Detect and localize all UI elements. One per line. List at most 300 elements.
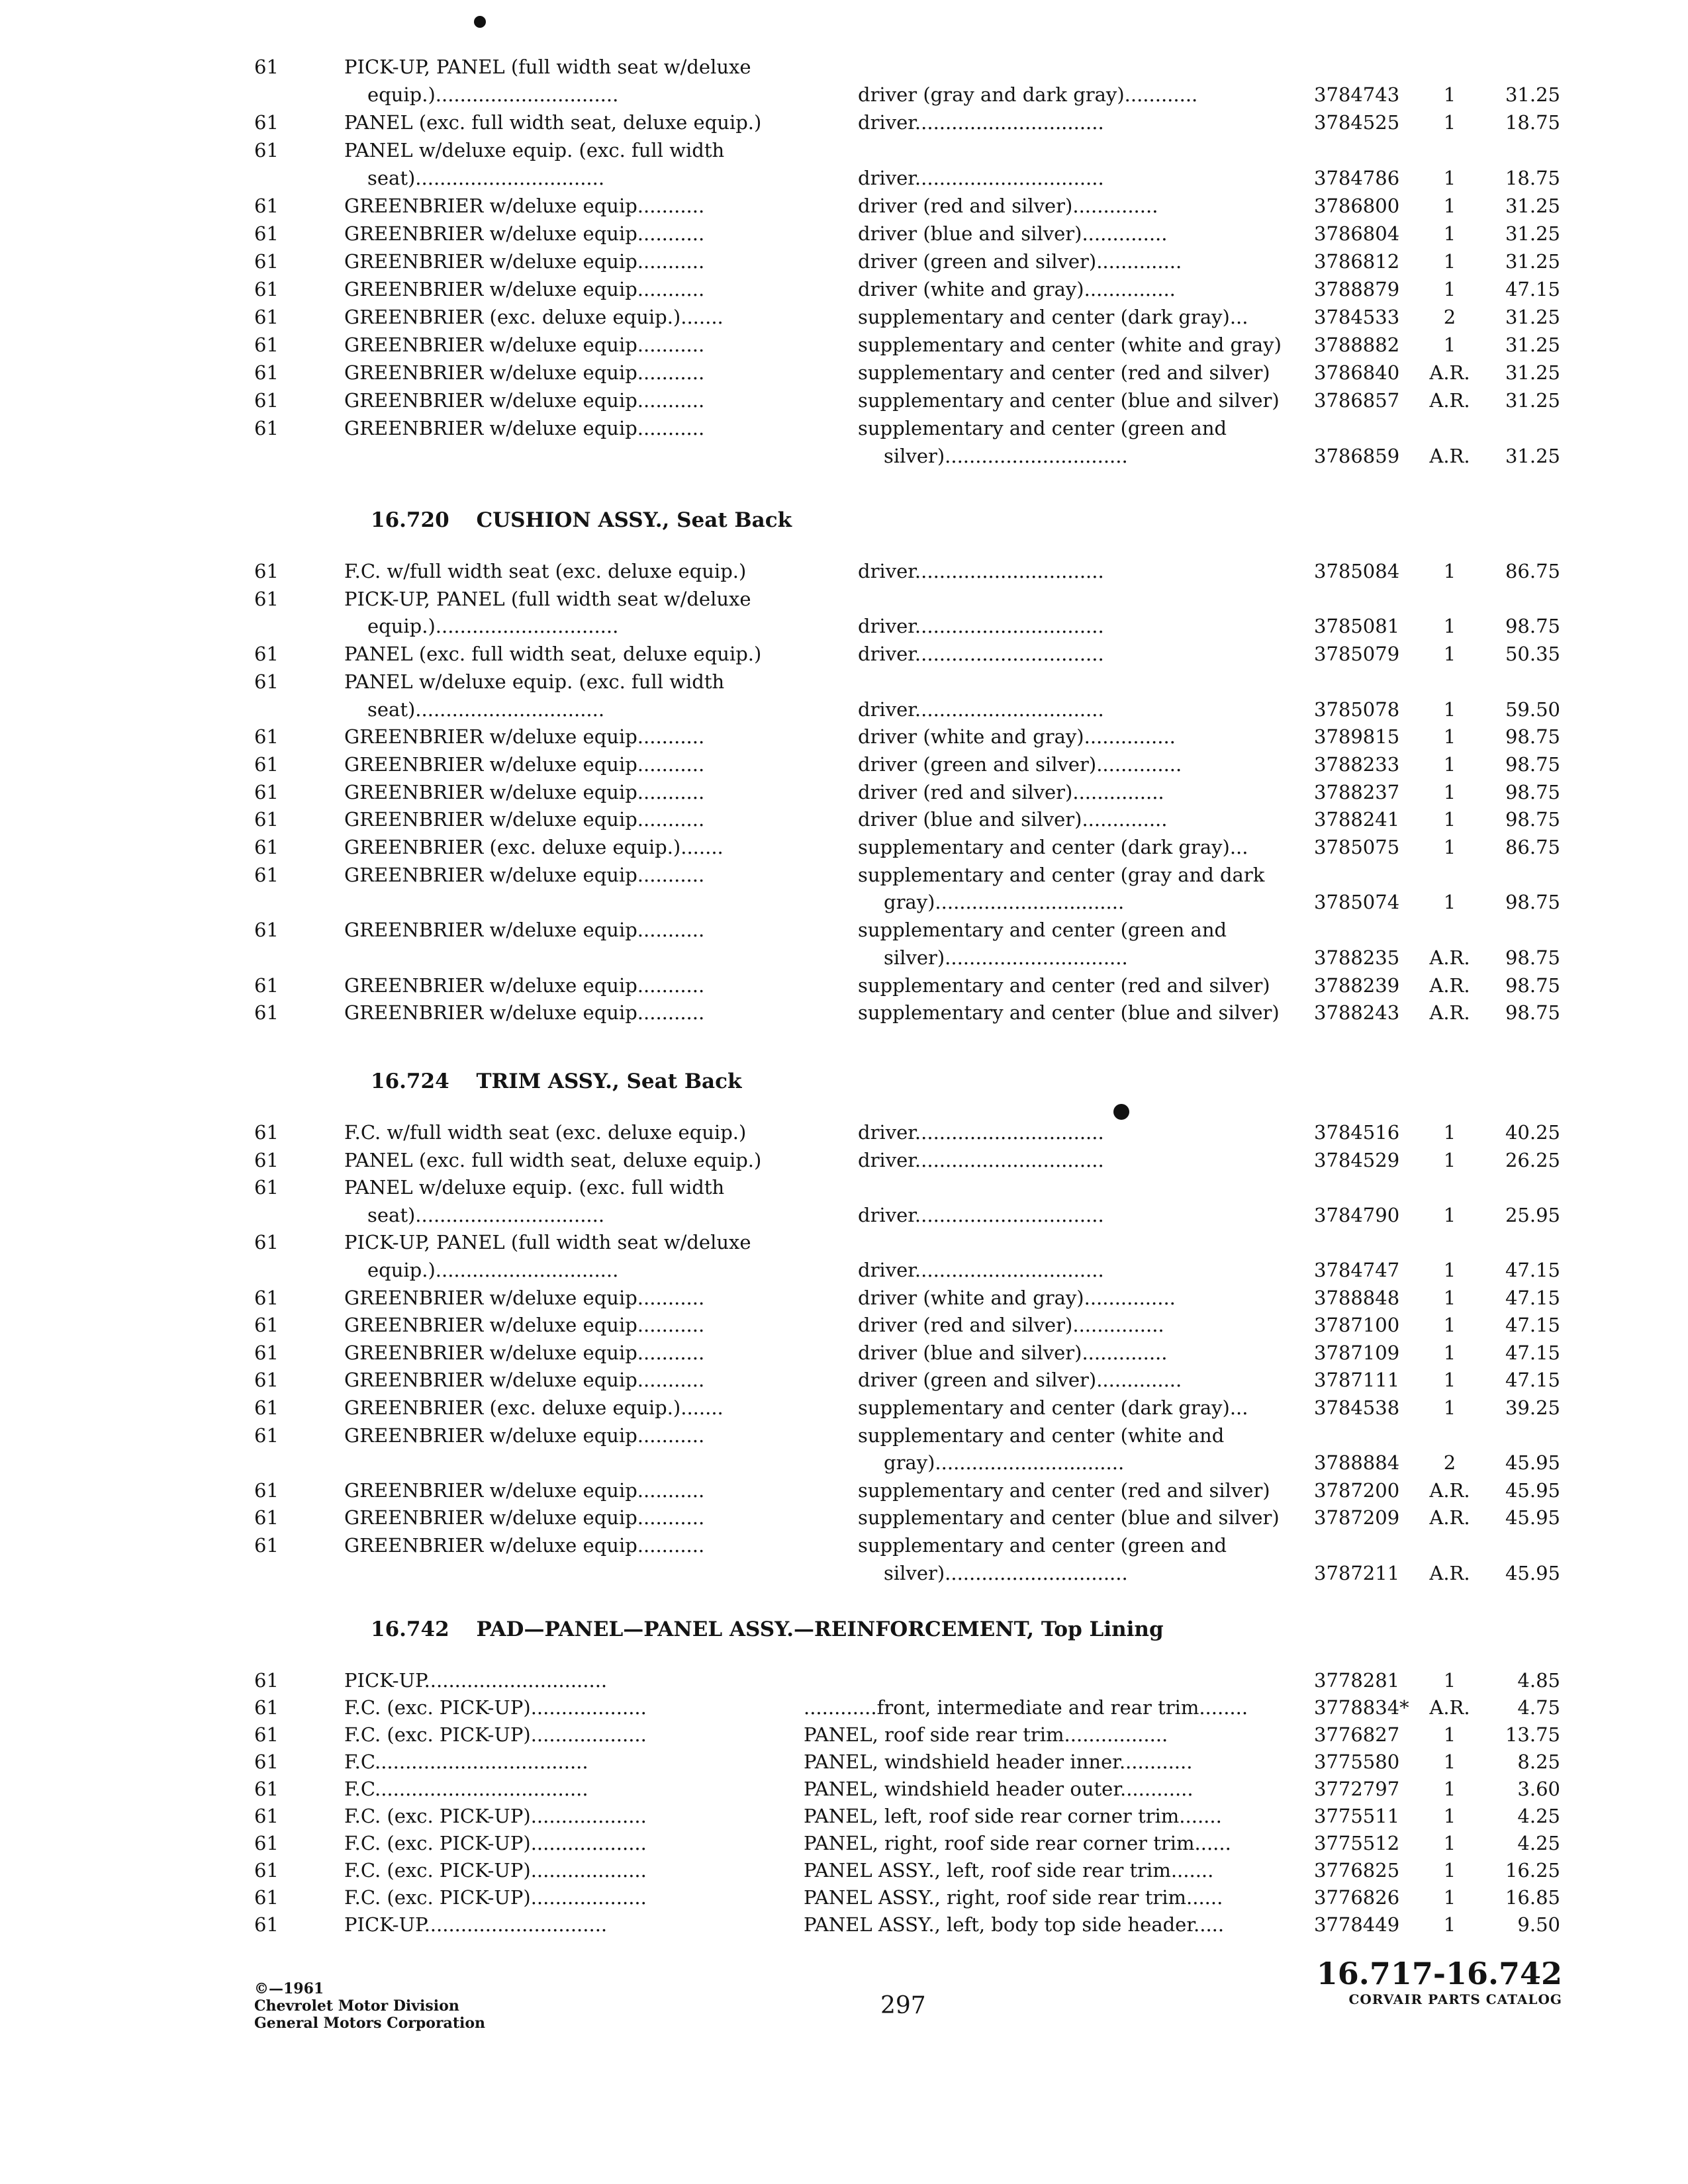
table-row: [0, 1228, 1688, 1256]
part-description: supplementary and center (green and: [858, 1534, 1227, 1557]
model-year: 61: [254, 1424, 279, 1447]
quantity: 1: [1443, 1286, 1456, 1309]
table-row: [0, 805, 1688, 833]
part-number: 3787211: [1314, 1561, 1400, 1584]
model-description: F.C. w/full width seat (exc. deluxe equip.): [344, 560, 747, 582]
part-number: 3788882: [1314, 334, 1400, 356]
table-row: [0, 751, 1688, 778]
part-description: driver...............................: [858, 1121, 1104, 1144]
model-year: 61: [254, 1176, 279, 1199]
model-year: 61: [254, 587, 279, 610]
part-description: PANEL, windshield header outer............: [804, 1778, 1194, 1800]
price: 18.75: [1505, 111, 1560, 134]
model-year: 61: [254, 1805, 279, 1827]
publisher-block: [254, 1980, 485, 2032]
part-description: ............front, intermediate and rear trim........: [804, 1696, 1248, 1719]
model-year: 61: [254, 222, 279, 245]
model-description: GREENBRIER w/deluxe equip...........: [344, 1369, 705, 1392]
model-description: PICK-UP..............................: [344, 1913, 608, 1936]
model-year: 61: [254, 1696, 279, 1719]
part-description: supplementary and center (blue and silver): [858, 1506, 1280, 1529]
part-description: driver (blue and silver)..............: [858, 1341, 1168, 1364]
table-row: [0, 275, 1688, 303]
quantity: 1: [1443, 1832, 1456, 1854]
part-description: driver...............................: [858, 615, 1104, 638]
quantity: 1: [1443, 1723, 1456, 1746]
table-row: [0, 359, 1688, 387]
model-year: 61: [254, 250, 279, 273]
quantity: A.R.: [1429, 361, 1470, 384]
part-number: 3778449: [1314, 1913, 1400, 1936]
quantity: A.R.: [1429, 946, 1470, 969]
model-description: PANEL (exc. full width seat, deluxe equip.): [344, 643, 762, 666]
price: 26.25: [1505, 1148, 1560, 1171]
section-title: CUSHION ASSY., Seat Back: [476, 508, 792, 532]
part-description: supplementary and center (green and: [858, 919, 1227, 942]
part-number: 3787200: [1314, 1479, 1400, 1502]
table-row: [0, 1531, 1688, 1559]
copyright-line: ©—1961: [254, 1980, 324, 1997]
price: 18.75: [1505, 167, 1560, 189]
price: 86.75: [1505, 836, 1560, 858]
model-description: F.C. (exc. PICK-UP)...................: [344, 1805, 647, 1827]
part-description: supplementary and center (blue and silver): [858, 389, 1280, 412]
table-row: [0, 387, 1688, 414]
price: 47.15: [1505, 1341, 1560, 1364]
table-row: [0, 53, 1688, 81]
part-description: supplementary and center (gray and dark: [858, 863, 1265, 886]
part-description: gray)...............................: [884, 891, 1125, 914]
model-year: 61: [254, 752, 279, 776]
part-description: PANEL, windshield header inner............: [804, 1751, 1193, 1773]
quantity: 1: [1443, 808, 1456, 831]
price: 31.25: [1505, 83, 1560, 106]
model-description: PANEL (exc. full width seat, deluxe equip.): [344, 111, 762, 134]
page-number: 297: [880, 1992, 926, 2019]
price: 39.25: [1505, 1396, 1560, 1419]
table-row: [0, 109, 1688, 136]
quantity: 1: [1443, 615, 1456, 638]
part-number: 3785084: [1314, 560, 1400, 582]
quantity: 1: [1443, 1148, 1456, 1171]
table-row: [0, 888, 1688, 916]
quantity: 1: [1443, 1369, 1456, 1392]
model-year: 61: [254, 560, 279, 582]
model-description: GREENBRIER w/deluxe equip...........: [344, 1506, 705, 1529]
part-number: 3784516: [1314, 1121, 1400, 1144]
price: 25.95: [1505, 1203, 1560, 1226]
table-row: [0, 1256, 1688, 1284]
part-number: 3784786: [1314, 167, 1400, 189]
table-row: [0, 1911, 1688, 1938]
part-number: 3784533: [1314, 306, 1400, 328]
quantity: A.R.: [1429, 1561, 1470, 1584]
price: 4.25: [1517, 1805, 1560, 1827]
part-description: driver (blue and silver)..............: [858, 808, 1168, 831]
model-year: 61: [254, 139, 279, 161]
table-row: [0, 1394, 1688, 1422]
model-description: F.C. w/full width seat (exc. deluxe equip.): [344, 1121, 747, 1144]
model-description: GREENBRIER w/deluxe equip...........: [344, 1001, 705, 1024]
section-number: 16.742: [371, 1617, 449, 1641]
quantity: A.R.: [1429, 445, 1470, 467]
model-description: GREENBRIER w/deluxe equip...........: [344, 1341, 705, 1364]
price: 3.60: [1517, 1778, 1560, 1800]
part-description: driver (red and silver)...............: [858, 1314, 1164, 1337]
part-number: 3775511: [1314, 1805, 1400, 1827]
model-description: GREENBRIER w/deluxe equip...........: [344, 1424, 705, 1447]
section-title: TRIM ASSY., Seat Back: [476, 1069, 742, 1093]
price: 47.15: [1505, 1314, 1560, 1337]
printing-mark: [1113, 1104, 1129, 1120]
part-description: supplementary and center (red and silver): [858, 1479, 1270, 1502]
part-description: supplementary and center (dark gray)...: [858, 836, 1248, 858]
part-description: driver (red and silver)...............: [858, 780, 1164, 803]
division-name: Chevrolet Motor Division: [254, 1997, 459, 2015]
table-row: [0, 1118, 1688, 1146]
quantity: 1: [1443, 752, 1456, 776]
model-year: 61: [254, 1751, 279, 1773]
model-description: GREENBRIER w/deluxe equip...........: [344, 417, 705, 439]
part-number: 3786840: [1314, 361, 1400, 384]
model-description: GREENBRIER w/deluxe equip...........: [344, 752, 705, 776]
table-row: [0, 136, 1688, 164]
table-row: [0, 1311, 1688, 1339]
part-number: 3784538: [1314, 1396, 1400, 1419]
part-number: 3788233: [1314, 752, 1400, 776]
table-row: [0, 557, 1688, 585]
model-description: GREENBRIER (exc. deluxe equip.).......: [344, 836, 724, 858]
table-row: [0, 414, 1688, 442]
model-description: equip.)..............................: [367, 1259, 619, 1281]
price: 16.25: [1505, 1859, 1560, 1882]
model-description: GREENBRIER (exc. deluxe equip.).......: [344, 1396, 724, 1419]
model-year: 61: [254, 278, 279, 300]
quantity: 1: [1443, 1751, 1456, 1773]
table-row: [0, 1504, 1688, 1531]
part-number: 3786804: [1314, 222, 1400, 245]
part-number: 3784529: [1314, 1148, 1400, 1171]
part-description: supplementary and center (dark gray)...: [858, 1396, 1248, 1419]
part-description: driver (red and silver)..............: [858, 195, 1158, 217]
price: 98.75: [1505, 615, 1560, 638]
price: 31.25: [1505, 222, 1560, 245]
table-row: [0, 442, 1688, 470]
part-description: PANEL, roof side rear trim.................: [804, 1723, 1168, 1746]
quantity: 1: [1443, 780, 1456, 803]
table-row: [0, 723, 1688, 751]
part-number: 3784747: [1314, 1259, 1400, 1281]
quantity: 1: [1443, 1669, 1456, 1692]
price: 4.75: [1517, 1696, 1560, 1719]
price: 31.25: [1505, 445, 1560, 467]
part-description: supplementary and center (dark gray)...: [858, 306, 1248, 328]
price: 98.75: [1505, 780, 1560, 803]
model-description: F.C. (exc. PICK-UP)...................: [344, 1886, 647, 1909]
part-number: 3789815: [1314, 725, 1400, 749]
part-number: 3776827: [1314, 1723, 1400, 1746]
model-year: 61: [254, 56, 279, 78]
price: 47.15: [1505, 278, 1560, 300]
price: 50.35: [1505, 643, 1560, 666]
table-row: [0, 1146, 1688, 1174]
quantity: 1: [1443, 195, 1456, 217]
table-row: [0, 1666, 1688, 1694]
model-description: GREENBRIER w/deluxe equip...........: [344, 278, 705, 300]
table-row: [0, 1559, 1688, 1587]
model-year: 61: [254, 1479, 279, 1502]
quantity: A.R.: [1429, 389, 1470, 412]
model-year: 61: [254, 974, 279, 997]
part-number: 3785078: [1314, 698, 1400, 721]
part-description: supplementary and center (green and: [858, 417, 1227, 439]
part-description: driver (green and silver)..............: [858, 250, 1182, 273]
table-row: [0, 944, 1688, 972]
model-year: 61: [254, 389, 279, 412]
quantity: A.R.: [1429, 974, 1470, 997]
part-description: driver...............................: [858, 167, 1104, 189]
model-description: GREENBRIER w/deluxe equip...........: [344, 725, 705, 749]
quantity: A.R.: [1429, 1001, 1470, 1024]
table-row: [0, 164, 1688, 192]
part-description: silver)..............................: [884, 1561, 1128, 1584]
price: 31.25: [1505, 250, 1560, 273]
part-number: 3788884: [1314, 1451, 1400, 1475]
model-year: 61: [254, 1669, 279, 1692]
part-description: supplementary and center (red and silver): [858, 974, 1270, 997]
price: 59.50: [1505, 698, 1560, 721]
quantity: 1: [1443, 278, 1456, 300]
model-description: seat)...............................: [367, 1203, 605, 1226]
model-description: PANEL w/deluxe equip. (exc. full width: [344, 670, 725, 693]
model-year: 61: [254, 1341, 279, 1364]
quantity: 1: [1443, 1778, 1456, 1800]
model-year: 61: [254, 836, 279, 858]
price: 47.15: [1505, 1369, 1560, 1392]
model-year: 61: [254, 1534, 279, 1557]
table-row: [0, 1856, 1688, 1884]
model-description: GREENBRIER w/deluxe equip...........: [344, 919, 705, 942]
model-description: GREENBRIER (exc. deluxe equip.).......: [344, 306, 724, 328]
quantity: 1: [1443, 891, 1456, 914]
table-row: [0, 1829, 1688, 1857]
part-number: 3785079: [1314, 643, 1400, 666]
price: 98.75: [1505, 1001, 1560, 1024]
model-description: GREENBRIER w/deluxe equip...........: [344, 334, 705, 356]
table-row: [0, 585, 1688, 613]
section-title: PAD—PANEL—PANEL ASSY.—REINFORCEMENT, Top Lining: [476, 1617, 1164, 1641]
part-number: 3787109: [1314, 1341, 1400, 1364]
model-description: PANEL (exc. full width seat, deluxe equip.): [344, 1148, 762, 1171]
part-number: 3776826: [1314, 1886, 1400, 1909]
model-description: GREENBRIER w/deluxe equip...........: [344, 1286, 705, 1309]
part-description: supplementary and center (blue and silver): [858, 1001, 1280, 1024]
price: 45.95: [1505, 1506, 1560, 1529]
price: 4.85: [1517, 1669, 1560, 1692]
quantity: A.R.: [1429, 1506, 1470, 1529]
model-year: 61: [254, 725, 279, 749]
part-description: driver (blue and silver)..............: [858, 222, 1168, 245]
part-number: 3786857: [1314, 389, 1400, 412]
part-description: driver...............................: [858, 1259, 1104, 1281]
quantity: 1: [1443, 334, 1456, 356]
model-year: 61: [254, 1286, 279, 1309]
part-number: 3787209: [1314, 1506, 1400, 1529]
price: 13.75: [1505, 1723, 1560, 1746]
model-year: 61: [254, 1832, 279, 1854]
group-range: 16.717-16.742: [1316, 1956, 1562, 1991]
table-row: [0, 1284, 1688, 1312]
table-row: [0, 640, 1688, 668]
catalog-reference: [1284, 1956, 1562, 2007]
part-description: PANEL ASSY., left, body top side header.....: [804, 1913, 1225, 1936]
table-row: [0, 972, 1688, 999]
part-description: supplementary and center (white and: [858, 1424, 1225, 1447]
part-number: 3787100: [1314, 1314, 1400, 1337]
table-row: [0, 248, 1688, 275]
model-year: 61: [254, 1314, 279, 1337]
model-description: GREENBRIER w/deluxe equip...........: [344, 195, 705, 217]
model-description: seat)...............................: [367, 698, 605, 721]
table-row: [0, 1201, 1688, 1229]
quantity: 1: [1443, 111, 1456, 134]
table-row: [0, 861, 1688, 889]
part-description: driver (green and silver)..............: [858, 1369, 1182, 1392]
price: 31.25: [1505, 361, 1560, 384]
part-number: 3784790: [1314, 1203, 1400, 1226]
part-description: PANEL, right, roof side rear corner trim......: [804, 1832, 1231, 1854]
part-description: driver...............................: [858, 111, 1104, 134]
part-description: supplementary and center (white and gray): [858, 334, 1282, 356]
corporation-name: General Motors Corporation: [254, 2015, 486, 2032]
section-heading-16-720: [371, 508, 792, 532]
model-description: F.C. (exc. PICK-UP)...................: [344, 1832, 647, 1854]
model-year: 61: [254, 643, 279, 666]
part-description: silver)..............................: [884, 946, 1128, 969]
table-row: [0, 1802, 1688, 1830]
part-description: driver (white and gray)...............: [858, 725, 1176, 749]
part-number: 3778281: [1314, 1669, 1400, 1692]
model-year: 61: [254, 1369, 279, 1392]
quantity: 1: [1443, 1805, 1456, 1827]
model-year: 61: [254, 1396, 279, 1419]
part-number: 3784525: [1314, 111, 1400, 134]
part-number: 3788239: [1314, 974, 1400, 997]
table-row: [0, 81, 1688, 109]
model-year: 61: [254, 417, 279, 439]
price: 98.75: [1505, 752, 1560, 776]
model-description: F.C. (exc. PICK-UP)...................: [344, 1696, 647, 1719]
price: 4.25: [1517, 1832, 1560, 1854]
model-year: 61: [254, 361, 279, 384]
quantity: 1: [1443, 1314, 1456, 1337]
model-description: GREENBRIER w/deluxe equip...........: [344, 250, 705, 273]
part-number: 3788235: [1314, 946, 1400, 969]
part-number: 3784743: [1314, 83, 1400, 106]
model-description: F.C. (exc. PICK-UP)...................: [344, 1859, 647, 1882]
model-year: 61: [254, 1913, 279, 1936]
table-row: [0, 1775, 1688, 1803]
table-row: [0, 1477, 1688, 1504]
price: 98.75: [1505, 974, 1560, 997]
model-description: PICK-UP, PANEL (full width seat w/deluxe: [344, 1231, 751, 1254]
model-description: equip.)..............................: [367, 615, 619, 638]
model-description: GREENBRIER w/deluxe equip...........: [344, 389, 705, 412]
table-row: [0, 778, 1688, 806]
price: 98.75: [1505, 725, 1560, 749]
quantity: 1: [1443, 836, 1456, 858]
part-description: gray)...............................: [884, 1451, 1125, 1475]
model-description: GREENBRIER w/deluxe equip...........: [344, 974, 705, 997]
model-description: GREENBRIER w/deluxe equip...........: [344, 863, 705, 886]
quantity: 1: [1443, 250, 1456, 273]
model-description: PANEL w/deluxe equip. (exc. full width: [344, 139, 725, 161]
part-description: driver (green and silver)..............: [858, 752, 1182, 776]
quantity: 1: [1443, 222, 1456, 245]
price: 31.25: [1505, 389, 1560, 412]
part-description: driver (white and gray)...............: [858, 1286, 1176, 1309]
table-row: [0, 1339, 1688, 1367]
part-description: PANEL ASSY., right, roof side rear trim......: [804, 1886, 1223, 1909]
quantity: A.R.: [1429, 1479, 1470, 1502]
model-year: 61: [254, 1121, 279, 1144]
model-year: 61: [254, 1506, 279, 1529]
table-row: [0, 1422, 1688, 1449]
part-number: 3786800: [1314, 195, 1400, 217]
model-description: F.C. (exc. PICK-UP)...................: [344, 1723, 647, 1746]
part-description: silver)..............................: [884, 445, 1128, 467]
model-year: 61: [254, 1886, 279, 1909]
part-description: driver (white and gray)...............: [858, 278, 1176, 300]
quantity: 1: [1443, 1259, 1456, 1281]
model-description: equip.)..............................: [367, 83, 619, 106]
model-description: PICK-UP, PANEL (full width seat w/deluxe: [344, 56, 751, 78]
catalog-name: CORVAIR PARTS CATALOG: [1348, 1991, 1562, 2007]
table-row: [0, 696, 1688, 723]
part-description: PANEL ASSY., left, roof side rear trim.......: [804, 1859, 1214, 1882]
model-year: 61: [254, 808, 279, 831]
model-year: 61: [254, 1778, 279, 1800]
table-row: [0, 1366, 1688, 1394]
table-row: [0, 1173, 1688, 1201]
table-row: [0, 1721, 1688, 1749]
part-description: driver...............................: [858, 560, 1104, 582]
price: 98.75: [1505, 808, 1560, 831]
part-number: 3787111: [1314, 1369, 1400, 1392]
quantity: 1: [1443, 1396, 1456, 1419]
part-description: driver...............................: [858, 698, 1104, 721]
model-year: 61: [254, 1001, 279, 1024]
model-year: 61: [254, 919, 279, 942]
model-year: 61: [254, 334, 279, 356]
part-number: 3785074: [1314, 891, 1400, 914]
quantity: 1: [1443, 1859, 1456, 1882]
part-number: 3772797: [1314, 1778, 1400, 1800]
section-heading-16-742: [371, 1617, 1164, 1641]
model-description: PICK-UP, PANEL (full width seat w/deluxe: [344, 587, 751, 610]
model-year: 61: [254, 111, 279, 134]
price: 47.15: [1505, 1259, 1560, 1281]
part-number: 3778834*: [1314, 1696, 1409, 1719]
part-number: 3785075: [1314, 836, 1400, 858]
model-description: GREENBRIER w/deluxe equip...........: [344, 1314, 705, 1337]
table-row: [0, 916, 1688, 944]
part-number: 3788879: [1314, 278, 1400, 300]
price: 9.50: [1517, 1913, 1560, 1936]
price: 40.25: [1505, 1121, 1560, 1144]
price: 45.95: [1505, 1479, 1560, 1502]
quantity: 2: [1443, 306, 1456, 328]
